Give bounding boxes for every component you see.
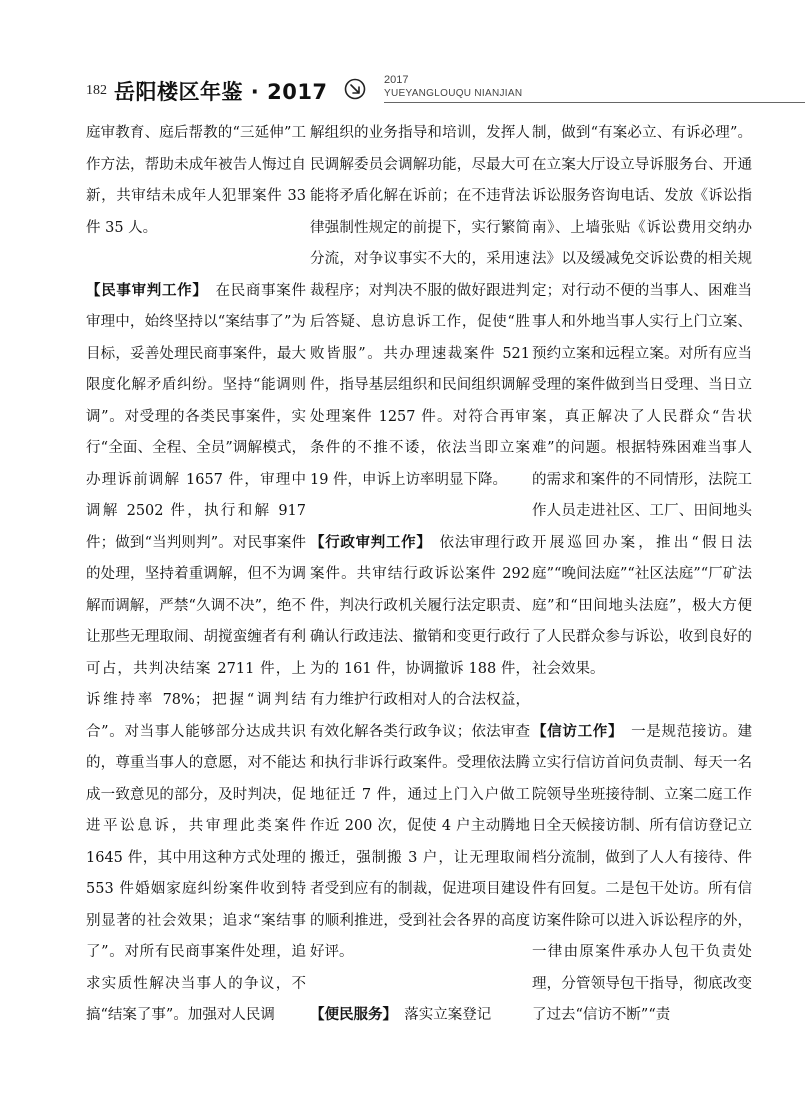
text-column-2 — [310, 118, 530, 1032]
subtitle-name: YUEYANGLOUQU NIANJIAN — [384, 88, 523, 99]
paragraph — [86, 118, 306, 244]
header-rule — [384, 102, 805, 103]
page-header — [0, 70, 805, 110]
paragraph-body: 一是规范接访。建立实行信访首问负责制、每天一名院领导坐班接待制、立案二庭工作日全天候接访制、所有信访登记立档分流制，做到了人人有接待、件件有回复。二是包干处访。所有信访案件除可以进入诉讼程序的外，一律由原案件承办人包干负责处理，分管领导包干指导，彻底改变了过去“信访不断”“责 — [532, 723, 753, 1023]
paragraph — [532, 118, 752, 685]
section-heading: 【民事审判工作】 — [86, 282, 201, 299]
paragraph-body: 解组织的业务指导和培训，发挥人民调解委员会调解功能，尽最大可能将矛盾化解在诉前；在不违背法律强制性规定的前提下，实行繁简分流，对争议事实不大的，采用速裁程序；对判决不服的做好跟进判后答疑、息访息诉工作，促使“胜败皆服”。共办理速裁案件 521 件，指导基层组织和民间组织调解处理案件 1257 件。对符合再审条件的不推不诿，依法当即立案 19 件，申诉上访率明显下降。 — [310, 125, 530, 488]
yearbook-subtitle — [384, 74, 522, 101]
paragraph — [532, 717, 752, 1032]
section-heading: 【便民服务】 — [310, 1007, 390, 1023]
paragraph — [310, 1000, 530, 1032]
subtitle-year: 2017 — [384, 74, 409, 86]
page-number: 182 — [86, 83, 107, 98]
paragraph — [310, 118, 530, 496]
text-column-3 — [532, 118, 752, 1032]
paragraph-body: 依法审理行政案件。共审结行政诉讼案件 292 件，判决行政机关履行法定职责、确认行政违法、撤销和变更行政行为的 161 件，协调撤诉 188 件，有力维护行政相对人的合法权益，有效化解各类行政争议；依法审查和执行非诉行政案件。受理依法腾地征迁 7 件，通过上门入户做工作近 200 次，促使 4 户主动腾地搬迁，强制搬 3 户，让无理取闹者受到应有的制裁，促进项目建设的顺利推进，受到社会各界的高度好评。 — [310, 534, 531, 960]
section-heading: 【行政审判工作】 — [310, 534, 425, 551]
arrow-circle-icon — [344, 78, 366, 100]
paragraph-body: 庭审教育、庭后帮教的“三延伸”工作方法，帮助未成年被告人悔过自新，共审结未成年人犯罪案件 33 件 35 人。 — [86, 125, 306, 236]
paragraph-body: 制，做到“有案必立、有诉必理”。在立案大厅设立导诉服务台、开通诉讼服务咨询电话、发放《诉讼指南》、上墙张贴《诉讼费用交纳办法》以及缓减免交诉讼费的相关规定；对行动不便的当事人、困难当事人和外地当事人实行上门立案、预约立案和远程立案。对所有应当受理的案件做到当日受理、当日立案，真正解决了人民群众“告状难”的问题。根据特殊困难当事人的需求和案件的不同情形，法院工作人员走进社区、工厂、田间地头开展巡回办案，推出“假日法庭”“晚间法庭”“社区法庭”“厂矿法庭”和“田间地头法庭”，极大方便了人民群众参与诉讼，收到良好的社会效果。 — [532, 125, 752, 677]
paragraph — [310, 528, 530, 969]
yearbook-title: 岳阳楼区年鉴 · 2017 — [114, 80, 328, 104]
section-heading: 【信访工作】 — [532, 723, 616, 740]
paragraph-body: 落实立案登记 — [389, 1007, 492, 1023]
paragraph-body: 在民商事案件审理中，始终坚持以“案结事了”为目标，妥善处理民商事案件，最大限度化解矛盾纠纷。坚持“能调则调”。对受理的各类民事案件，实行“全面、全程、全员”调解模式，办理诉前调解 1657 件，审理中调解 2502 件，执行和解 917 件；做到“当判则判”。对民事案件的处理，坚持着重调解，但不为调解而调解，严禁“久调不决”，绝不让那些无理取闹、胡搅蛮缠者有利可占，共判决结案 2711 件，上诉维持率 78%；把握“调判结合”。对当事人能够部分达成共识的，尊重当事人的意愿，对不能达成一致意见的部分，及时判决，促进平讼息诉，共审理此类案件 1645 件，其中用这种方式处理的 553 件婚姻家庭纠纷案件收到特别显著的社会效果；追求“案结事了”。对所有民商事案件处理，追求实质性解决当事人的争议，不搞“结案了事”。加强对人民调 — [86, 282, 307, 1023]
paragraph — [86, 276, 306, 1032]
text-column-1 — [86, 118, 306, 1032]
